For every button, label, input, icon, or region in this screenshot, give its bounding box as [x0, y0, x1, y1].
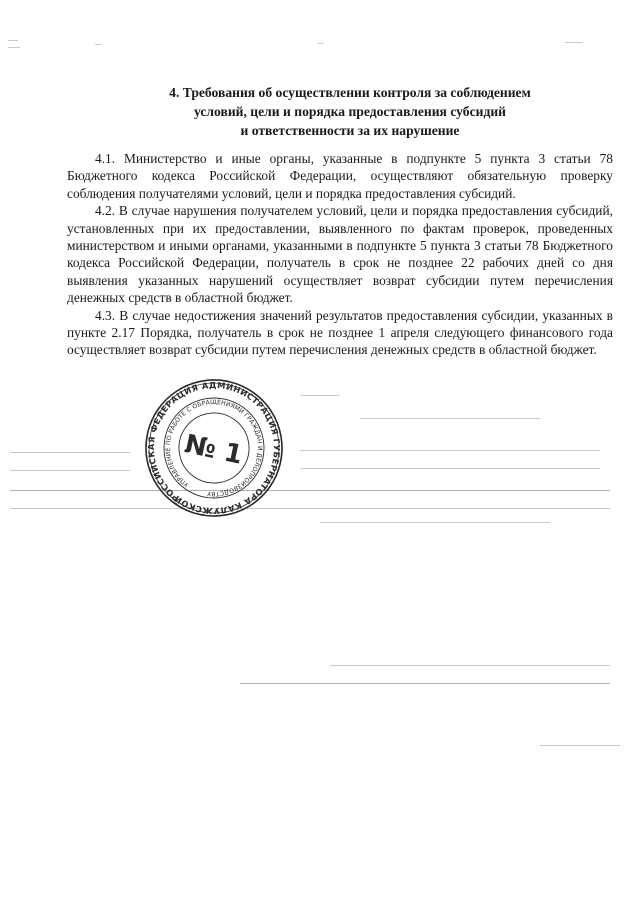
official-seal	[143, 377, 285, 519]
scan-artifact	[540, 745, 620, 746]
seal-outer-text: РОССИЙСКАЯ ФЕДЕРАЦИЯ АДМИНИСТРАЦИЯ ГУБЕРНАТОРА КАЛУЖСКОЙ	[145, 379, 283, 517]
paragraph-4-3: 4.3. В случае недостижения значений результатов предоставления субсидии, указанных в пункте 2.17 Порядка, получатель в срок не позднее 1 апреля следующего финансового года осуществляет возврат субсидии путем перечисления денежных средств в областной бюджет.	[67, 307, 613, 358]
scan-artifact	[330, 665, 610, 666]
scan-artifact	[10, 470, 130, 471]
scan-artifact	[300, 450, 600, 451]
heading-line: условий, цели и порядка предоставления субсидий	[193, 104, 506, 119]
scan-artifact	[10, 508, 610, 509]
scan-artifact	[8, 40, 18, 41]
scan-artifact	[8, 47, 20, 48]
section-heading	[70, 83, 630, 140]
scan-artifact	[10, 452, 130, 453]
section-body	[67, 150, 613, 359]
scan-artifact	[320, 522, 550, 523]
heading-line: и ответственности за их нарушение	[240, 123, 460, 138]
seal-inner-text: УПРАВЛЕНИЕ ПО РАБОТЕ С ОБРАЩЕНИЯМИ ГРАЖДАН И ДЕЛОПРОИЗВОДСТВУ	[164, 398, 264, 498]
seal-number: № 1	[181, 429, 246, 471]
heading-line: 4. Требования об осуществлении контроля за соблюдением	[169, 85, 531, 100]
paragraph-4-2: 4.2. В случае нарушения получателем условий, цели и порядка предоставления субсидий, установленных при их предоставлении, выявленного по фактам проверок, проведенных министерством и иными органами, указанными в подпункте 5 пункта 3 статьи 78 Бюджетного кодекса Российской Федерации, получатель в срок не позднее 22 рабочих дней со дня выявления указанных нарушений осуществляет возврат субсидии путем перечисления денежных средств в областной бюджет.	[67, 203, 613, 306]
scan-artifact	[318, 43, 324, 44]
scan-artifact	[565, 42, 583, 43]
scan-artifact	[240, 683, 610, 684]
scan-artifact	[300, 468, 600, 469]
scan-artifact	[300, 395, 340, 396]
scan-artifact	[95, 44, 101, 45]
paragraph-4-1: 4.1. Министерство и иные органы, указанные в подпункте 5 пункта 3 статьи 78 Бюджетного кодекса Российской Федерации, осуществляют обязательную проверку соблюдения получателями условий, цели и порядка предоставления субсидий.	[67, 151, 613, 201]
scan-artifact	[10, 490, 610, 491]
scan-artifact	[360, 418, 540, 419]
